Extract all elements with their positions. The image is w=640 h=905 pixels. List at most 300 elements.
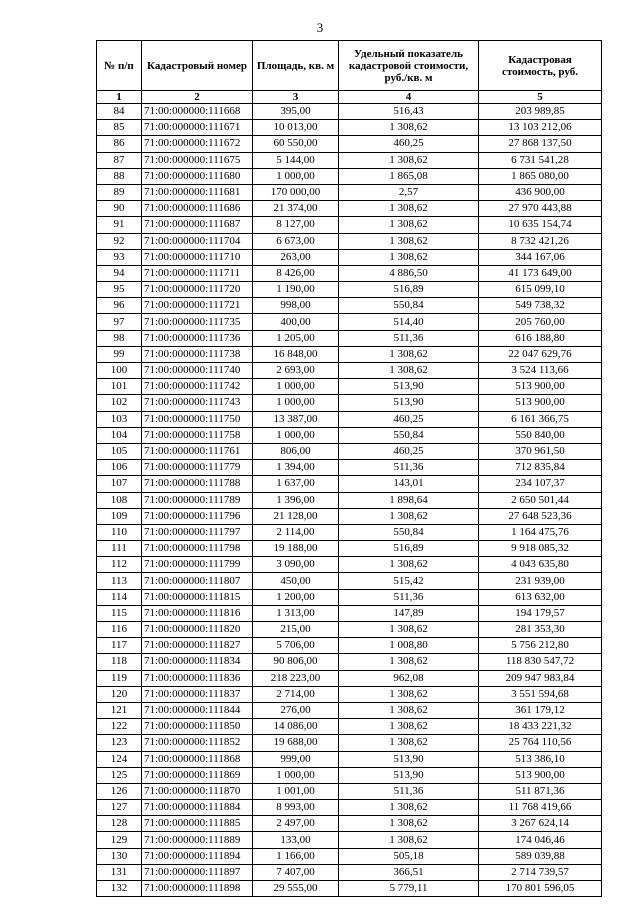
- row-index-cell: 120: [97, 686, 142, 702]
- area-cell: 1 394,00: [253, 460, 339, 476]
- cadastral-value-cell: 10 635 154,74: [479, 217, 602, 233]
- table-row: [97, 767, 602, 783]
- cadastral-value-cell: 5 756 212,80: [479, 638, 602, 654]
- area-cell: 215,00: [253, 622, 339, 638]
- page-number: 3: [316, 20, 324, 35]
- area-cell: 1 000,00: [253, 168, 339, 184]
- header-cadastral-value: Кадастровая стоимость, руб.: [479, 41, 602, 91]
- specific-value-cell: 1 308,62: [339, 557, 479, 573]
- cadastral-number-cell: 71:00:000000:111816: [142, 605, 253, 621]
- cadastral-value-cell: 18 433 221,32: [479, 719, 602, 735]
- table-row: [97, 508, 602, 524]
- specific-value-cell: 515,42: [339, 573, 479, 589]
- row-index-cell: 91: [97, 217, 142, 233]
- specific-value-cell: 1 308,62: [339, 816, 479, 832]
- cadastral-number-cell: 71:00:000000:111837: [142, 686, 253, 702]
- table-row: [97, 654, 602, 670]
- specific-value-cell: 1 898,64: [339, 492, 479, 508]
- specific-value-cell: 1 865,08: [339, 168, 479, 184]
- cadastral-number-cell: 71:00:000000:111850: [142, 719, 253, 735]
- cadastral-value-cell: 1 164 475,76: [479, 524, 602, 540]
- area-cell: 806,00: [253, 443, 339, 459]
- specific-value-cell: 1 308,62: [339, 800, 479, 816]
- row-index-cell: 88: [97, 168, 142, 184]
- cadastral-number-cell: 71:00:000000:111721: [142, 298, 253, 314]
- column-number: 3: [253, 91, 339, 104]
- column-number: 5: [479, 91, 602, 104]
- cadastral-value-cell: 511 871,36: [479, 783, 602, 799]
- specific-value-cell: 550,84: [339, 427, 479, 443]
- area-cell: 14 086,00: [253, 719, 339, 735]
- cadastral-number-cell: 71:00:000000:111735: [142, 314, 253, 330]
- table-row: [97, 589, 602, 605]
- cadastral-number-cell: 71:00:000000:111799: [142, 557, 253, 573]
- row-index-cell: 125: [97, 767, 142, 783]
- row-index-cell: 103: [97, 411, 142, 427]
- header-index: № п/п: [97, 41, 142, 91]
- cadastral-number-cell: 71:00:000000:111686: [142, 201, 253, 217]
- row-index-cell: 93: [97, 249, 142, 265]
- cadastral-number-cell: 71:00:000000:111884: [142, 800, 253, 816]
- row-index-cell: 84: [97, 104, 142, 120]
- cadastral-value-cell: 9 918 085,32: [479, 541, 602, 557]
- area-cell: 133,00: [253, 832, 339, 848]
- area-cell: 29 555,00: [253, 881, 339, 897]
- row-index-cell: 100: [97, 363, 142, 379]
- area-cell: 400,00: [253, 314, 339, 330]
- cadastral-value-cell: 6 161 366,75: [479, 411, 602, 427]
- row-index-cell: 116: [97, 622, 142, 638]
- cadastral-number-cell: 71:00:000000:111796: [142, 508, 253, 524]
- cadastral-value-cell: 203 989,85: [479, 104, 602, 120]
- specific-value-cell: 513,90: [339, 379, 479, 395]
- row-index-cell: 127: [97, 800, 142, 816]
- table-row: [97, 104, 602, 120]
- header-cadastral-number: Кадастровый номер: [142, 41, 253, 91]
- table-row: [97, 168, 602, 184]
- area-cell: 21 374,00: [253, 201, 339, 217]
- specific-value-cell: 147,89: [339, 605, 479, 621]
- row-index-cell: 97: [97, 314, 142, 330]
- row-index-cell: 104: [97, 427, 142, 443]
- cadastral-value-cell: 513 900,00: [479, 767, 602, 783]
- table-row: [97, 330, 602, 346]
- table-row: [97, 702, 602, 718]
- cadastral-value-cell: 1 865 080,00: [479, 168, 602, 184]
- cadastral-number-cell: 71:00:000000:111807: [142, 573, 253, 589]
- cadastral-number-cell: 71:00:000000:111681: [142, 184, 253, 200]
- row-index-cell: 129: [97, 832, 142, 848]
- cadastral-number-cell: 71:00:000000:111797: [142, 524, 253, 540]
- cadastral-value-cell: 2 650 501,44: [479, 492, 602, 508]
- area-cell: 19 188,00: [253, 541, 339, 557]
- area-cell: 3 090,00: [253, 557, 339, 573]
- cadastral-number-cell: 71:00:000000:111720: [142, 282, 253, 298]
- cadastral-number-cell: 71:00:000000:111758: [142, 427, 253, 443]
- area-cell: 5 144,00: [253, 152, 339, 168]
- cadastral-number-cell: 71:00:000000:111675: [142, 152, 253, 168]
- cadastral-number-cell: 71:00:000000:111743: [142, 395, 253, 411]
- cadastral-number-cell: 71:00:000000:111870: [142, 783, 253, 799]
- cadastral-value-cell: 344 167,06: [479, 249, 602, 265]
- specific-value-cell: 1 308,62: [339, 201, 479, 217]
- specific-value-cell: 2,57: [339, 184, 479, 200]
- table-row: [97, 605, 602, 621]
- area-cell: 1 637,00: [253, 476, 339, 492]
- row-index-cell: 123: [97, 735, 142, 751]
- area-cell: 2 497,00: [253, 816, 339, 832]
- cadastral-number-cell: 71:00:000000:111742: [142, 379, 253, 395]
- row-index-cell: 126: [97, 783, 142, 799]
- cadastral-number-cell: 71:00:000000:111736: [142, 330, 253, 346]
- area-cell: 21 128,00: [253, 508, 339, 524]
- area-cell: 1 001,00: [253, 783, 339, 799]
- row-index-cell: 131: [97, 864, 142, 880]
- row-index-cell: 110: [97, 524, 142, 540]
- cadastral-value-cell: 174 046,46: [479, 832, 602, 848]
- row-index-cell: 94: [97, 265, 142, 281]
- table-row: [97, 557, 602, 573]
- area-cell: 1 000,00: [253, 427, 339, 443]
- cadastral-number-cell: 71:00:000000:111711: [142, 265, 253, 281]
- cadastral-value-cell: 513 386,10: [479, 751, 602, 767]
- row-index-cell: 101: [97, 379, 142, 395]
- column-number: 1: [97, 91, 142, 104]
- table-row: [97, 476, 602, 492]
- specific-value-cell: 550,84: [339, 524, 479, 540]
- area-cell: 1 000,00: [253, 379, 339, 395]
- specific-value-cell: 962,08: [339, 670, 479, 686]
- area-cell: 16 848,00: [253, 346, 339, 362]
- area-cell: 7 407,00: [253, 864, 339, 880]
- specific-value-cell: 1 308,62: [339, 120, 479, 136]
- row-index-cell: 111: [97, 541, 142, 557]
- row-index-cell: 95: [97, 282, 142, 298]
- area-cell: 450,00: [253, 573, 339, 589]
- row-index-cell: 99: [97, 346, 142, 362]
- area-cell: 60 550,00: [253, 136, 339, 152]
- table-row: [97, 201, 602, 217]
- cadastral-value-cell: 550 840,00: [479, 427, 602, 443]
- cadastral-value-cell: 205 760,00: [479, 314, 602, 330]
- row-index-cell: 106: [97, 460, 142, 476]
- cadastral-number-cell: 71:00:000000:111898: [142, 881, 253, 897]
- area-cell: 2 114,00: [253, 524, 339, 540]
- row-index-cell: 122: [97, 719, 142, 735]
- cadastral-number-cell: 71:00:000000:111738: [142, 346, 253, 362]
- table-row: [97, 832, 602, 848]
- specific-value-cell: 1 008,80: [339, 638, 479, 654]
- cadastral-number-cell: 71:00:000000:111672: [142, 136, 253, 152]
- table-row: [97, 217, 602, 233]
- area-cell: 1 190,00: [253, 282, 339, 298]
- cadastral-value-cell: 6 731 541,28: [479, 152, 602, 168]
- cadastral-value-cell: 281 353,30: [479, 622, 602, 638]
- area-cell: 2 693,00: [253, 363, 339, 379]
- area-cell: 6 673,00: [253, 233, 339, 249]
- specific-value-cell: 1 308,62: [339, 719, 479, 735]
- cadastral-value-cell: 27 970 443,88: [479, 201, 602, 217]
- specific-value-cell: 5 779,11: [339, 881, 479, 897]
- area-cell: 5 706,00: [253, 638, 339, 654]
- cadastral-value-cell: 370 961,50: [479, 443, 602, 459]
- specific-value-cell: 1 308,62: [339, 249, 479, 265]
- specific-value-cell: 511,36: [339, 460, 479, 476]
- table-row: [97, 864, 602, 880]
- area-cell: 998,00: [253, 298, 339, 314]
- cadastral-number-cell: 71:00:000000:111798: [142, 541, 253, 557]
- specific-value-cell: 511,36: [339, 783, 479, 799]
- area-cell: 276,00: [253, 702, 339, 718]
- cadastral-value-cell: 361 179,12: [479, 702, 602, 718]
- header-specific-value: Удельный показатель кадастровой стоимости, руб./кв. м: [339, 41, 479, 91]
- cadastral-number-cell: 71:00:000000:111889: [142, 832, 253, 848]
- cadastral-value-cell: 613 632,00: [479, 589, 602, 605]
- table-row: [97, 816, 602, 832]
- table-row: [97, 751, 602, 767]
- table-row: [97, 541, 602, 557]
- specific-value-cell: 514,40: [339, 314, 479, 330]
- cadastral-number-cell: 71:00:000000:111897: [142, 864, 253, 880]
- cadastral-value-cell: 3 524 113,66: [479, 363, 602, 379]
- specific-value-cell: 1 308,62: [339, 233, 479, 249]
- cadastral-value-cell: 41 173 649,00: [479, 265, 602, 281]
- cadastral-number-cell: 71:00:000000:111815: [142, 589, 253, 605]
- area-cell: 90 806,00: [253, 654, 339, 670]
- specific-value-cell: 513,90: [339, 751, 479, 767]
- table-row: [97, 314, 602, 330]
- area-cell: 19 688,00: [253, 735, 339, 751]
- area-cell: 1 205,00: [253, 330, 339, 346]
- row-index-cell: 112: [97, 557, 142, 573]
- area-cell: 8 127,00: [253, 217, 339, 233]
- cadastral-value-cell: 27 868 137,50: [479, 136, 602, 152]
- cadastral-number-cell: 71:00:000000:111740: [142, 363, 253, 379]
- cadastral-number-cell: 71:00:000000:111668: [142, 104, 253, 120]
- row-index-cell: 85: [97, 120, 142, 136]
- area-cell: 8 426,00: [253, 265, 339, 281]
- area-cell: 263,00: [253, 249, 339, 265]
- table-row: [97, 881, 602, 897]
- cadastral-number-cell: 71:00:000000:111820: [142, 622, 253, 638]
- table-header-row: [97, 41, 602, 91]
- specific-value-cell: 516,43: [339, 104, 479, 120]
- area-cell: 1 166,00: [253, 848, 339, 864]
- cadastral-number-cell: 71:00:000000:111704: [142, 233, 253, 249]
- area-cell: 1 200,00: [253, 589, 339, 605]
- table-row: [97, 395, 602, 411]
- row-index-cell: 105: [97, 443, 142, 459]
- table-row: [97, 524, 602, 540]
- table-row: [97, 622, 602, 638]
- table-row: [97, 719, 602, 735]
- area-cell: 1 313,00: [253, 605, 339, 621]
- table-row: [97, 152, 602, 168]
- cadastral-number-cell: 71:00:000000:111761: [142, 443, 253, 459]
- specific-value-cell: 143,01: [339, 476, 479, 492]
- row-index-cell: 102: [97, 395, 142, 411]
- cadastral-number-cell: 71:00:000000:111671: [142, 120, 253, 136]
- cadastral-number-cell: 71:00:000000:111789: [142, 492, 253, 508]
- cadastral-value-cell: 615 099,10: [479, 282, 602, 298]
- table-row: [97, 411, 602, 427]
- table-row: [97, 800, 602, 816]
- specific-value-cell: 1 308,62: [339, 508, 479, 524]
- specific-value-cell: 550,84: [339, 298, 479, 314]
- table-row: [97, 282, 602, 298]
- table-row: [97, 249, 602, 265]
- specific-value-cell: 1 308,62: [339, 702, 479, 718]
- area-cell: 395,00: [253, 104, 339, 120]
- area-cell: 13 387,00: [253, 411, 339, 427]
- table-row: [97, 492, 602, 508]
- table-row: [97, 363, 602, 379]
- cadastral-number-cell: 71:00:000000:111844: [142, 702, 253, 718]
- cadastral-value-cell: 209 947 983,84: [479, 670, 602, 686]
- row-index-cell: 113: [97, 573, 142, 589]
- table-row: [97, 136, 602, 152]
- table-row: [97, 638, 602, 654]
- row-index-cell: 121: [97, 702, 142, 718]
- specific-value-cell: 511,36: [339, 589, 479, 605]
- cadastral-table: [96, 40, 602, 897]
- cadastral-number-cell: 71:00:000000:111869: [142, 767, 253, 783]
- cadastral-number-cell: 71:00:000000:111750: [142, 411, 253, 427]
- specific-value-cell: 1 308,62: [339, 152, 479, 168]
- column-number: 4: [339, 91, 479, 104]
- cadastral-number-cell: 71:00:000000:111687: [142, 217, 253, 233]
- area-cell: 10 013,00: [253, 120, 339, 136]
- cadastral-value-cell: 22 047 629,76: [479, 346, 602, 362]
- specific-value-cell: 460,25: [339, 411, 479, 427]
- area-cell: 1 000,00: [253, 395, 339, 411]
- row-index-cell: 98: [97, 330, 142, 346]
- area-cell: 2 714,00: [253, 686, 339, 702]
- cadastral-value-cell: 13 103 212,06: [479, 120, 602, 136]
- specific-value-cell: 460,25: [339, 136, 479, 152]
- table-row: [97, 233, 602, 249]
- cadastral-value-cell: 3 267 624,14: [479, 816, 602, 832]
- cadastral-value-cell: 231 939,00: [479, 573, 602, 589]
- cadastral-number-cell: 71:00:000000:111710: [142, 249, 253, 265]
- row-index-cell: 92: [97, 233, 142, 249]
- area-cell: 1 000,00: [253, 767, 339, 783]
- specific-value-cell: 460,25: [339, 443, 479, 459]
- cadastral-number-cell: 71:00:000000:111852: [142, 735, 253, 751]
- cadastral-value-cell: 8 732 421,26: [479, 233, 602, 249]
- cadastral-value-cell: 712 835,84: [479, 460, 602, 476]
- table-row: [97, 443, 602, 459]
- column-number-row: [97, 91, 602, 104]
- row-index-cell: 132: [97, 881, 142, 897]
- row-index-cell: 96: [97, 298, 142, 314]
- cadastral-number-cell: 71:00:000000:111885: [142, 816, 253, 832]
- table-row: [97, 848, 602, 864]
- cadastral-number-cell: 71:00:000000:111788: [142, 476, 253, 492]
- row-index-cell: 117: [97, 638, 142, 654]
- cadastral-value-cell: 616 188,80: [479, 330, 602, 346]
- table-row: [97, 379, 602, 395]
- cadastral-value-cell: 436 900,00: [479, 184, 602, 200]
- row-index-cell: 130: [97, 848, 142, 864]
- specific-value-cell: 1 308,62: [339, 735, 479, 751]
- area-cell: 1 396,00: [253, 492, 339, 508]
- row-index-cell: 124: [97, 751, 142, 767]
- cadastral-value-cell: 25 764 110,56: [479, 735, 602, 751]
- cadastral-value-cell: 4 043 635,80: [479, 557, 602, 573]
- cadastral-value-cell: 3 551 594,68: [479, 686, 602, 702]
- cadastral-value-cell: 589 039,88: [479, 848, 602, 864]
- specific-value-cell: 516,89: [339, 541, 479, 557]
- row-index-cell: 87: [97, 152, 142, 168]
- cadastral-value-cell: 234 107,37: [479, 476, 602, 492]
- area-cell: 8 993,00: [253, 800, 339, 816]
- cadastral-number-cell: 71:00:000000:111680: [142, 168, 253, 184]
- area-cell: 218 223,00: [253, 670, 339, 686]
- specific-value-cell: 516,89: [339, 282, 479, 298]
- cadastral-number-cell: 71:00:000000:111779: [142, 460, 253, 476]
- table-row: [97, 735, 602, 751]
- cadastral-value-cell: 170 801 596,05: [479, 881, 602, 897]
- cadastral-number-cell: 71:00:000000:111894: [142, 848, 253, 864]
- cadastral-value-cell: 513 900,00: [479, 379, 602, 395]
- area-cell: 170 000,00: [253, 184, 339, 200]
- specific-value-cell: 511,36: [339, 330, 479, 346]
- specific-value-cell: 1 308,62: [339, 832, 479, 848]
- cadastral-value-cell: 11 768 419,66: [479, 800, 602, 816]
- table-row: [97, 783, 602, 799]
- row-index-cell: 108: [97, 492, 142, 508]
- row-index-cell: 128: [97, 816, 142, 832]
- specific-value-cell: 1 308,62: [339, 654, 479, 670]
- cadastral-value-cell: 2 714 739,57: [479, 864, 602, 880]
- table-row: [97, 120, 602, 136]
- specific-value-cell: 513,90: [339, 767, 479, 783]
- table-body: [97, 104, 602, 897]
- cadastral-value-cell: 549 738,32: [479, 298, 602, 314]
- row-index-cell: 107: [97, 476, 142, 492]
- row-index-cell: 119: [97, 670, 142, 686]
- table-row: [97, 298, 602, 314]
- cadastral-value-cell: 27 648 523,36: [479, 508, 602, 524]
- row-index-cell: 86: [97, 136, 142, 152]
- row-index-cell: 115: [97, 605, 142, 621]
- table-row: [97, 427, 602, 443]
- cadastral-number-cell: 71:00:000000:111834: [142, 654, 253, 670]
- cadastral-value-cell: 513 900,00: [479, 395, 602, 411]
- specific-value-cell: 1 308,62: [339, 217, 479, 233]
- cadastral-value-cell: 118 830 547,72: [479, 654, 602, 670]
- table-row: [97, 573, 602, 589]
- area-cell: 999,00: [253, 751, 339, 767]
- header-area: Площадь, кв. м: [253, 41, 339, 91]
- row-index-cell: 118: [97, 654, 142, 670]
- specific-value-cell: 505,18: [339, 848, 479, 864]
- table-row: [97, 346, 602, 362]
- specific-value-cell: 1 308,62: [339, 622, 479, 638]
- row-index-cell: 109: [97, 508, 142, 524]
- cadastral-value-cell: 194 179,57: [479, 605, 602, 621]
- specific-value-cell: 1 308,62: [339, 346, 479, 362]
- table-row: [97, 460, 602, 476]
- specific-value-cell: 1 308,62: [339, 363, 479, 379]
- specific-value-cell: 366,51: [339, 864, 479, 880]
- table-row: [97, 670, 602, 686]
- column-number: 2: [142, 91, 253, 104]
- cadastral-number-cell: 71:00:000000:111868: [142, 751, 253, 767]
- row-index-cell: 89: [97, 184, 142, 200]
- row-index-cell: 114: [97, 589, 142, 605]
